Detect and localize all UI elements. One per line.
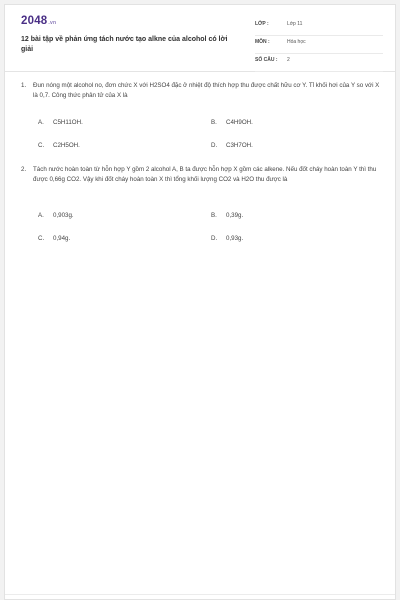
question-2-option-d[interactable]: [211, 235, 243, 242]
option-text: C5H11OH.: [53, 119, 83, 126]
question-1-option-c[interactable]: [38, 142, 80, 149]
document-page: [4, 4, 396, 600]
question-text: Đun nóng một alcohol no, đơn chức X với H2SO4 đặc ở nhiệt độ thích hợp thu được chất hữu cơ Y. Tỉ khối hơi của Y so với X là 0,7. Công thức phân tử của X là: [33, 82, 380, 99]
page-bottom-divider: [5, 594, 395, 595]
document-title: 12 bài tập về phản ứng tách nước tạo alkne của alcohol có lời giải: [21, 36, 228, 53]
question-text: Tách nước hoàn toàn từ hỗn hợp Y gồm 2 alcohol A, B ta được hỗn hợp X gồm các alkene. Nếu đốt cháy hoàn toàn Y thì thu được 0,66g CO2. Vậy khi đốt cháy hoàn toàn X thì tổng khối lượng CO2 và H2O thu được là: [33, 166, 377, 183]
question-number: 1.: [21, 82, 27, 89]
question-1-option-d[interactable]: [211, 142, 253, 149]
option-letter: A.: [38, 212, 44, 219]
meta-value-count: 2: [287, 57, 290, 63]
option-text: C3H7OH.: [226, 142, 253, 149]
logo-text: 2048: [21, 15, 48, 27]
meta-value-class: Lớp 11: [287, 21, 303, 27]
question-2-option-c[interactable]: [38, 235, 70, 242]
meta-row-class: [255, 18, 383, 36]
question-number: 2.: [21, 166, 27, 173]
option-letter: C.: [38, 235, 45, 242]
option-letter: D.: [211, 235, 218, 242]
option-text: 0,93g.: [226, 235, 244, 242]
option-letter: D.: [211, 142, 218, 149]
option-text: C4H9OH.: [226, 119, 253, 126]
question-1-option-b[interactable]: [211, 119, 253, 126]
option-letter: B.: [211, 119, 217, 126]
option-letter: C.: [38, 142, 45, 149]
option-text: C2H5OH.: [53, 142, 80, 149]
question-2: [21, 165, 383, 185]
question-2-option-b[interactable]: [211, 212, 243, 219]
option-letter: B.: [211, 212, 217, 219]
meta-label-count: SỐ CÂU :: [255, 57, 278, 63]
site-logo[interactable]: [21, 15, 56, 27]
option-letter: A.: [38, 119, 44, 126]
option-text: 0,94g.: [53, 235, 71, 242]
meta-info: [255, 18, 383, 72]
logo-suffix: .vn: [48, 20, 57, 26]
question-1-option-a[interactable]: [38, 119, 83, 126]
option-text: 0,903g.: [53, 212, 74, 219]
question-2-option-a[interactable]: [38, 212, 74, 219]
meta-label-subject: MÔN :: [255, 39, 270, 45]
meta-value-subject: Hóa học: [287, 39, 306, 45]
meta-row-count: [255, 54, 383, 72]
meta-row-subject: [255, 36, 383, 54]
document-header: [5, 5, 395, 72]
option-text: 0,39g.: [226, 212, 244, 219]
question-1: [21, 81, 383, 101]
meta-label-class: LỚP :: [255, 21, 269, 27]
